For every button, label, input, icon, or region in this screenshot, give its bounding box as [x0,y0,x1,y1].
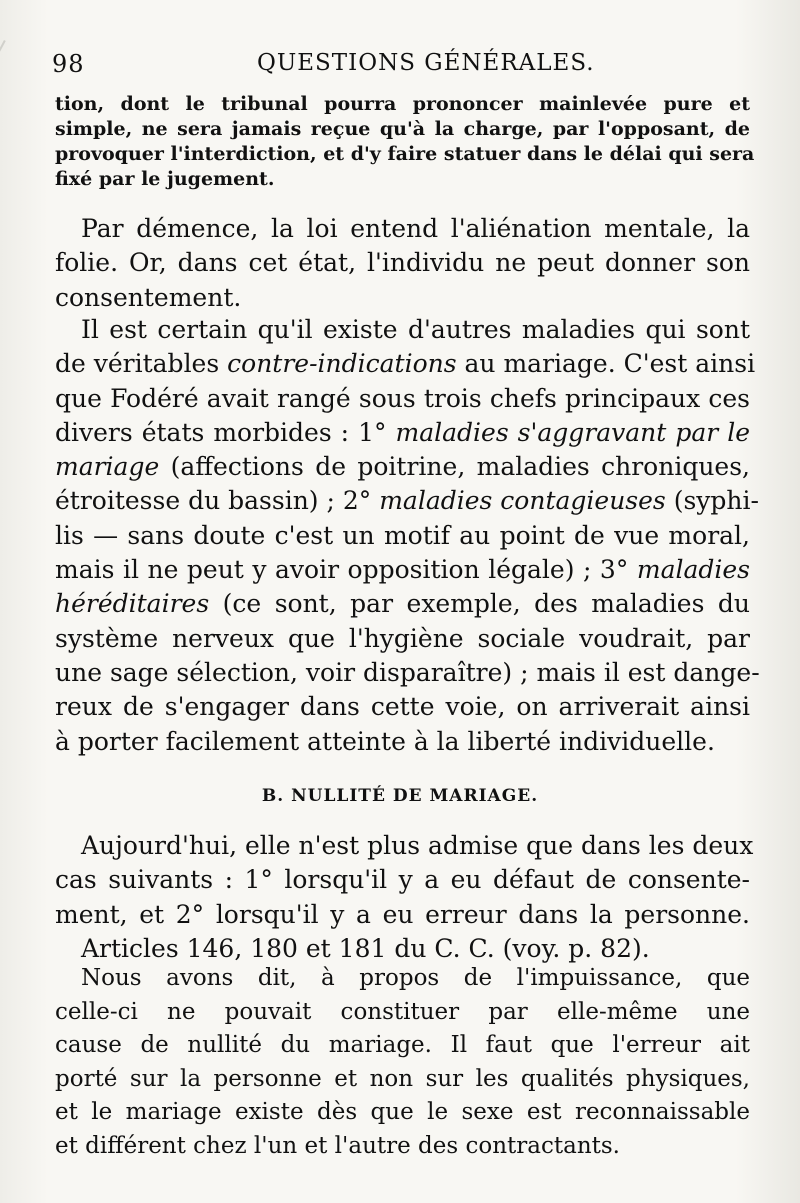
text-line [55,416,750,450]
footnote-continuation [55,92,755,192]
text-segment: mais il ne peut y avoir opposition légale) ; 3° [55,555,637,585]
text-line: simple, ne sera jamais reçue qu'à la charge, par l'opposant, de [55,118,750,140]
text-segment: étroitesse du bassin) ; 2° [55,486,380,516]
text-line: Par démence, la loi entend l'aliénation mentale, la [81,214,750,243]
text-line: reux de s'engager dans cette voie, on arriverait ainsi [55,692,750,722]
text-line: lis — sans doute c'est un motif au point de vue moral, [55,520,750,550]
section-heading: B. NULLITÉ DE MARIAGE. [261,786,539,806]
text-line [55,450,750,484]
text-line: Articles 146, 180 et 181 du C. C. (voy. p. 82). [81,933,650,963]
text-line: consentement. [55,282,242,312]
paragraph-nullity-cases [55,829,754,966]
text-segment: (syphi- [665,486,759,516]
italic-term: héréditaires [55,589,210,619]
text-line: une sage sélection, voir disparaître) ; mais il est dange- [55,657,760,687]
text-line: système nerveux que l'hygiène sociale voudrait, par [55,623,750,653]
text-segment: (ce sont, par exemple, des maladies du [209,589,750,619]
running-title: QUESTIONS GÉNÉRALES. [257,50,595,76]
italic-term: mariage [55,452,160,482]
text-line: tion, dont le tribunal pourra prononcer mainlevée pure et [55,93,750,115]
text-line: celle-ci ne pouvait constituer par elle-même une [55,998,750,1025]
text-line: Nous avons dit, à propos de l'impuissance, que [81,965,750,991]
text-line: fixé par le jugement. [55,168,275,190]
text-line: cas suivants : 1° lorsqu'il y a eu défaut de consente- [55,865,750,895]
text-line: et différent chez l'un et l'autre des contractants. [55,1132,620,1159]
italic-term: maladies s'aggravant par le [395,417,750,447]
text-line: porté sur la personne et non sur les qualités physiques, [55,1065,750,1092]
italic-term: maladies contagieuses [379,486,666,516]
text-line [55,484,759,518]
page-edge-mark [0,40,6,147]
text-segment: de véritables [55,349,228,379]
text-segment: au mariage. C'est ainsi [456,349,756,379]
text-segment: divers états morbides : 1° [55,417,396,447]
paragraph-impotence [55,962,750,1163]
page-number: 98 [52,50,85,78]
page-header [52,50,748,86]
text-line [55,347,756,381]
text-line: que Fodéré avait rangé sous trois chefs principaux ces [55,383,750,413]
text-line [55,553,750,587]
text-line: Il est certain qu'il existe d'autres maladies qui sont [81,315,750,344]
text-line: cause de nullité du mariage. Il faut que l'erreur ait [55,1032,750,1058]
italic-term: maladies [636,555,750,585]
text-line: et le mariage existe dès que le sexe est reconnaissable [55,1099,750,1125]
text-line: provoquer l'interdiction, et d'y faire statuer dans le délai qui sera [55,143,755,165]
paragraph-other-diseases [55,313,760,759]
text-line: ment, et 2° lorsqu'il y a eu erreur dans la personne. [55,899,750,929]
italic-term: contre-indications [227,349,457,379]
text-line [55,587,750,621]
text-line: Aujourd'hui, elle n'est plus admise que dans les deux [81,831,754,860]
text-segment: (affections de poitrine, maladies chroniques, [159,452,750,482]
text-line: folie. Or, dans cet état, l'individu ne peut donner son [55,248,750,278]
paragraph-dementia [55,212,750,315]
text-line: à porter facilement atteinte à la liberté individuelle. [55,726,715,756]
